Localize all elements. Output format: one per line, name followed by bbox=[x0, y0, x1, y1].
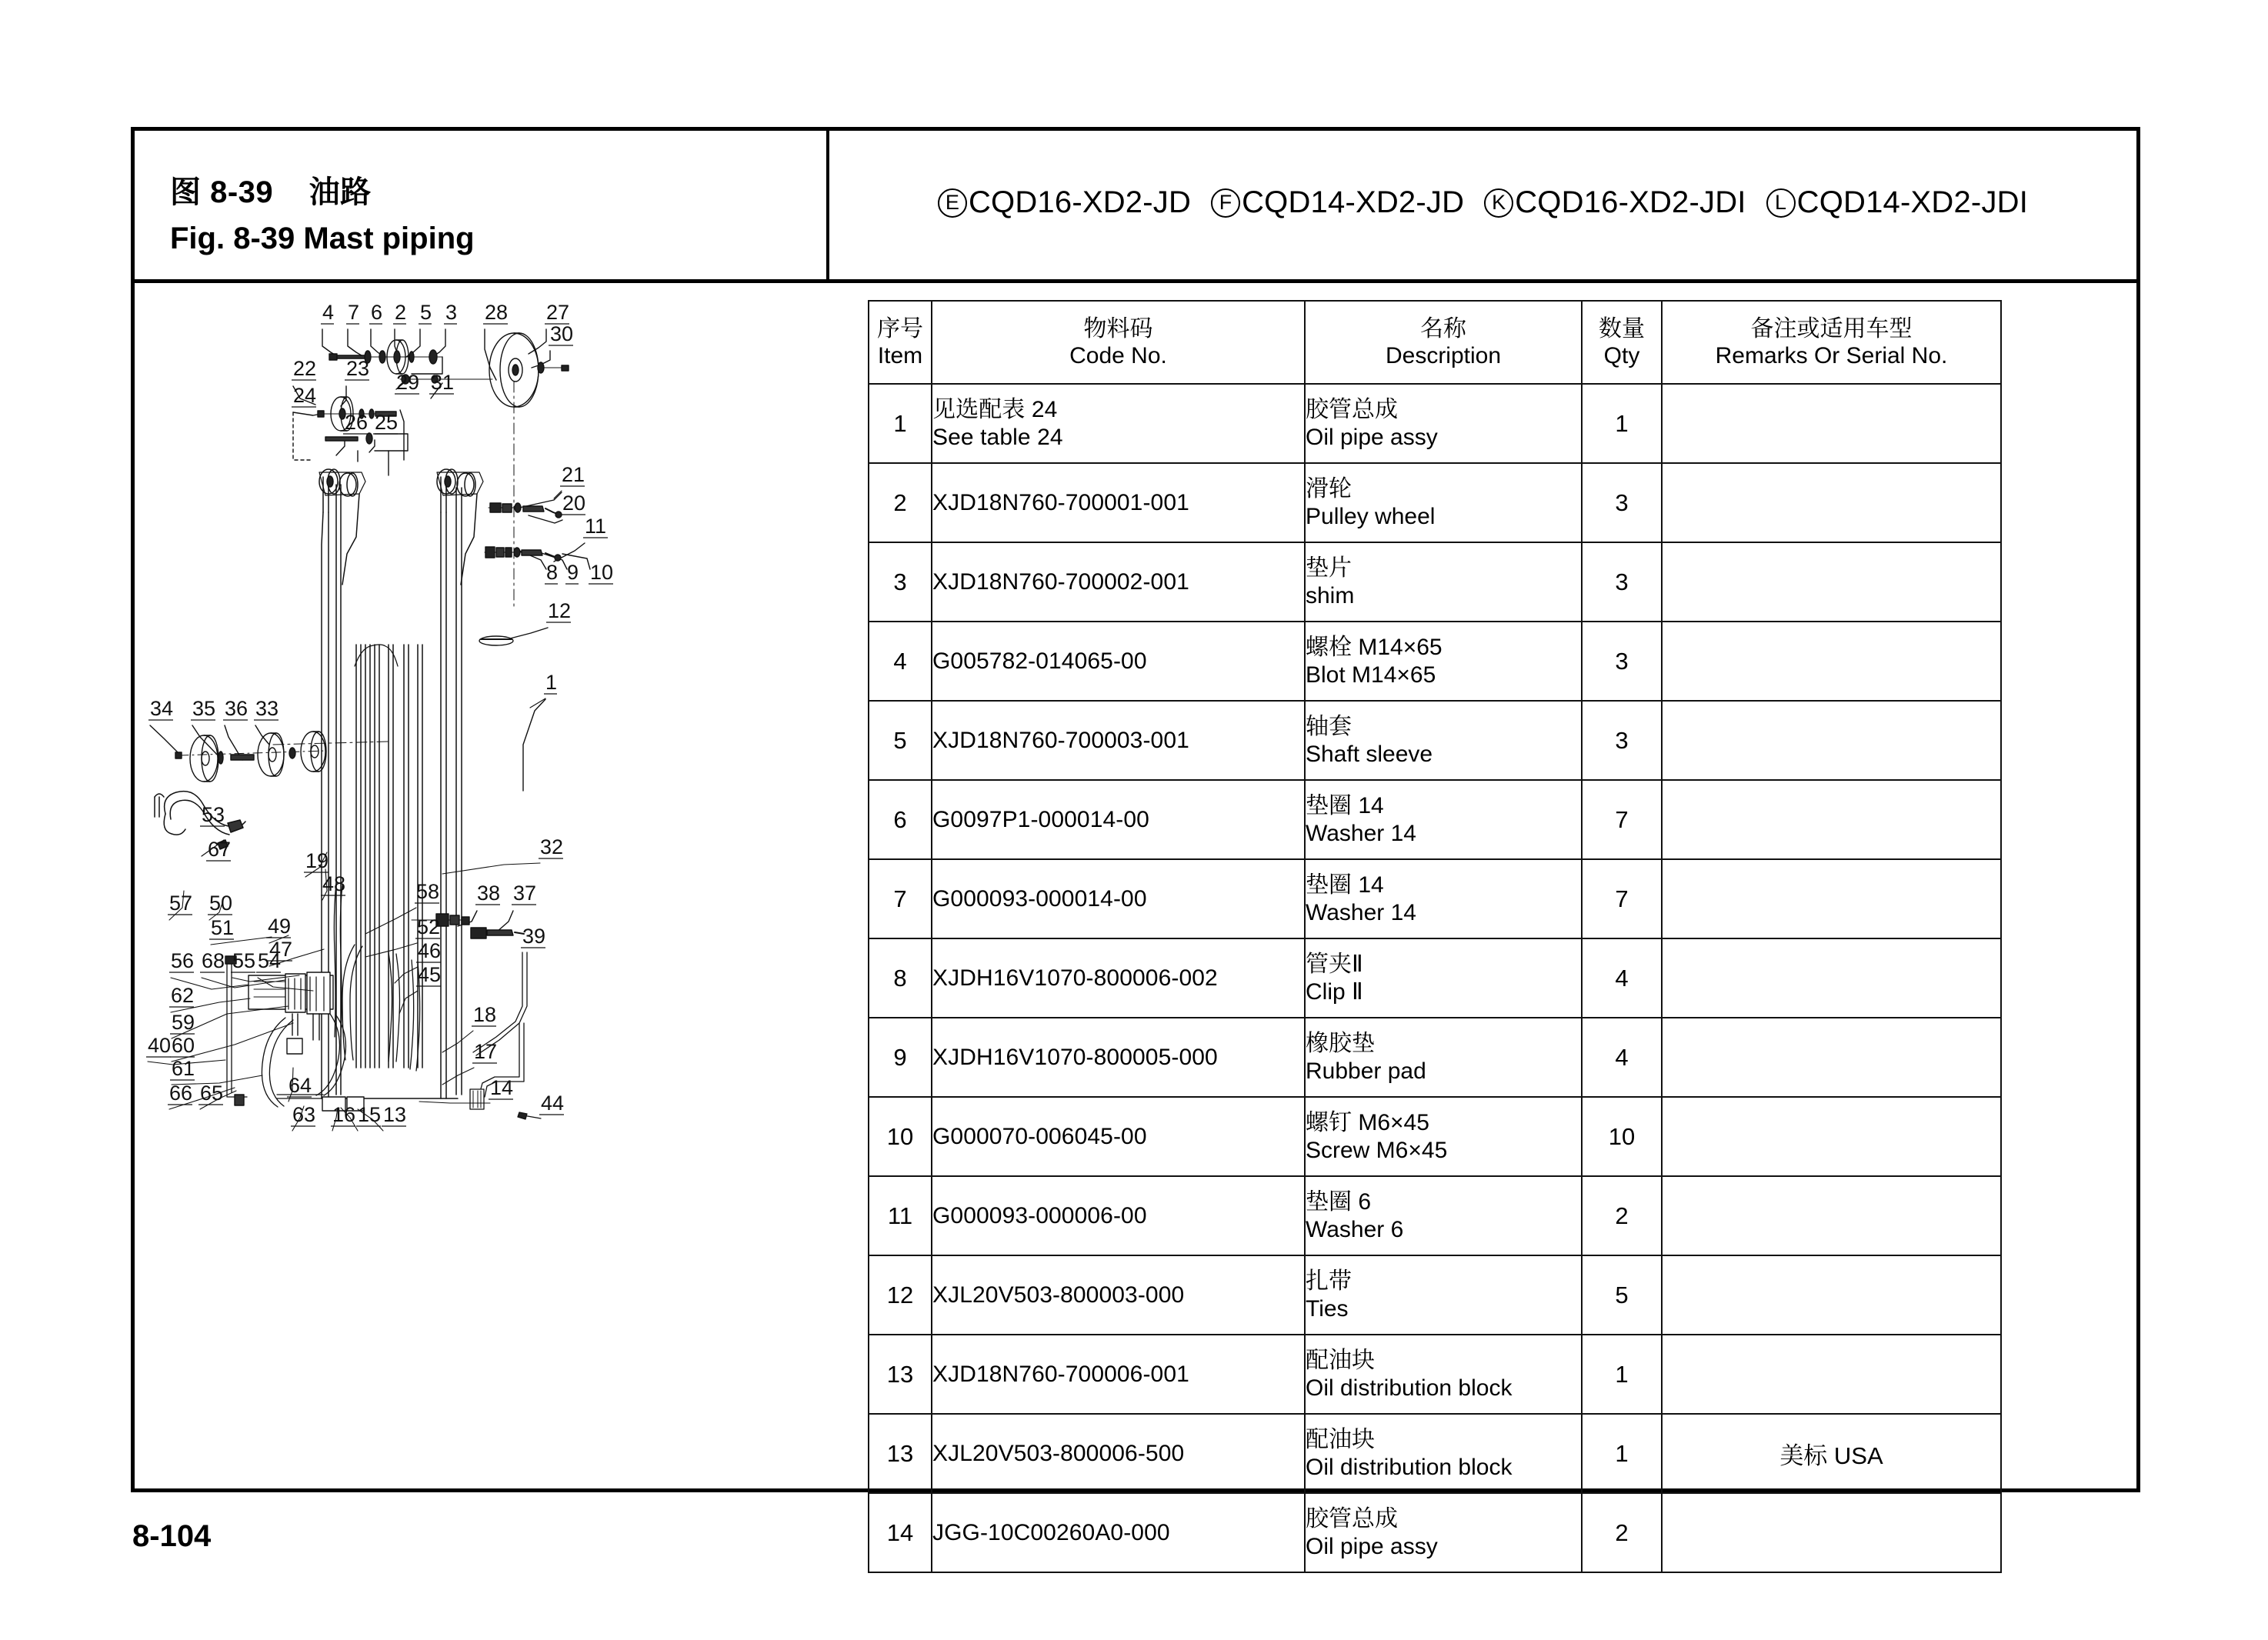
callout-number-24: 24 bbox=[293, 384, 317, 407]
figure-title-block bbox=[135, 131, 829, 279]
cell-description-cn: 配油块 bbox=[1306, 1426, 1375, 1452]
cell-description-cn: 螺栓 M14×65 bbox=[1306, 634, 1443, 660]
cell-code-no: XJD18N760-700003-001 bbox=[932, 701, 1305, 780]
callout-number-33: 33 bbox=[255, 697, 279, 720]
callout-number-21: 21 bbox=[562, 463, 585, 486]
callout-number-39: 39 bbox=[522, 925, 546, 948]
callout-number-44: 44 bbox=[541, 1092, 565, 1115]
callout-number-11: 11 bbox=[585, 515, 607, 538]
cell-qty: 7 bbox=[1582, 780, 1662, 859]
callout-number-67: 67 bbox=[208, 838, 232, 861]
cell-code-no bbox=[932, 384, 1305, 463]
callout-number-58: 58 bbox=[416, 880, 440, 903]
cell-description bbox=[1305, 1097, 1582, 1176]
cell-code-no: XJD18N760-700001-001 bbox=[932, 463, 1305, 542]
page-number: 8-104 bbox=[132, 1519, 212, 1553]
cell-description-en: Oil pipe assy bbox=[1306, 424, 1438, 450]
header-item: 序号 Item bbox=[869, 301, 932, 384]
cell-description-cn: 管夹Ⅱ bbox=[1306, 951, 1363, 977]
callout-number-36: 36 bbox=[225, 697, 248, 720]
title-band bbox=[135, 131, 2136, 283]
model-code-text: CQD14-XD2-JDI bbox=[1796, 185, 2029, 219]
cell-qty: 1 bbox=[1582, 1335, 1662, 1414]
cell-description bbox=[1305, 1493, 1582, 1572]
cell-remarks bbox=[1662, 1255, 2001, 1335]
cell-qty: 3 bbox=[1582, 463, 1662, 542]
callout-number-50: 50 bbox=[209, 892, 233, 915]
cell-description-cn: 轴套 bbox=[1306, 713, 1352, 739]
cell-qty: 10 bbox=[1582, 1097, 1662, 1176]
cell-description-cn: 胶管总成 bbox=[1306, 1505, 1398, 1532]
callout-number-59: 59 bbox=[172, 1011, 195, 1034]
cell-description-en: Blot M14×65 bbox=[1306, 662, 1436, 688]
table-row bbox=[869, 1097, 2001, 1176]
cell-description-cn: 垫圈 6 bbox=[1306, 1188, 1372, 1215]
callout-number-3: 3 bbox=[445, 301, 458, 324]
cell-remarks bbox=[1662, 542, 2001, 622]
cell-description-en: Washer 14 bbox=[1306, 820, 1416, 846]
callout-number-46: 46 bbox=[418, 939, 442, 962]
cell-code-en: See table 24 bbox=[932, 424, 1063, 450]
cell-description-en: Shaft sleeve bbox=[1306, 741, 1433, 767]
figure-title-cn: 图 8-39 油路 bbox=[170, 175, 372, 209]
cell-item: 11 bbox=[869, 1176, 932, 1255]
cell-code-no: G000093-000006-00 bbox=[932, 1176, 1305, 1255]
callout-number-4: 4 bbox=[322, 301, 335, 324]
cell-code-no: XJL20V503-800006-500 bbox=[932, 1414, 1305, 1493]
model-codes-block bbox=[829, 131, 2136, 279]
callout-number-66: 66 bbox=[169, 1082, 193, 1105]
cell-qty: 1 bbox=[1582, 1414, 1662, 1493]
callout-number-61: 61 bbox=[172, 1057, 195, 1080]
cell-description-cn: 橡胶垫 bbox=[1306, 1030, 1375, 1056]
cell-remarks: 美标 USA bbox=[1662, 1414, 2001, 1493]
model-code-text: CQD16-XD2-JDI bbox=[1515, 185, 1746, 219]
cell-description-en: Pulley wheel bbox=[1306, 503, 1436, 529]
cell-code-no: G000070-006045-00 bbox=[932, 1097, 1305, 1176]
cell-code-no: G0097P1-000014-00 bbox=[932, 780, 1305, 859]
cell-description-en: Washer 6 bbox=[1306, 1216, 1404, 1242]
callout-number-18: 18 bbox=[473, 1003, 497, 1026]
callout-number-15: 15 bbox=[358, 1103, 382, 1126]
cell-description-cn: 垫片 bbox=[1306, 555, 1352, 581]
cell-remarks bbox=[1662, 384, 2001, 463]
cell-description bbox=[1305, 701, 1582, 780]
table-row bbox=[869, 384, 2001, 463]
cell-code-no: XJD18N760-700006-001 bbox=[932, 1335, 1305, 1414]
cell-description bbox=[1305, 542, 1582, 622]
callout-number-26: 26 bbox=[345, 411, 369, 434]
callout-number-52: 52 bbox=[417, 915, 441, 938]
cell-code-no: XJDH16V1070-800006-002 bbox=[932, 938, 1305, 1018]
callout-number-35: 35 bbox=[192, 697, 216, 720]
cell-qty: 3 bbox=[1582, 701, 1662, 780]
cell-description bbox=[1305, 463, 1582, 542]
cell-code-cn: 见选配表 24 bbox=[932, 396, 1058, 422]
cell-description-cn: 扎带 bbox=[1306, 1268, 1352, 1294]
table-row bbox=[869, 463, 2001, 542]
callout-number-54: 54 bbox=[258, 949, 282, 972]
callout-number-65: 65 bbox=[200, 1082, 224, 1105]
cell-remarks bbox=[1662, 780, 2001, 859]
callout-number-40: 40 bbox=[148, 1034, 172, 1057]
cell-remarks bbox=[1662, 1493, 2001, 1572]
callout-number-13: 13 bbox=[383, 1103, 407, 1126]
cell-item: 1 bbox=[869, 384, 932, 463]
cell-remarks bbox=[1662, 1097, 2001, 1176]
cell-description-cn: 配油块 bbox=[1306, 1347, 1375, 1373]
cell-description-en: Clip Ⅱ bbox=[1306, 978, 1363, 1005]
model-code-4 bbox=[1766, 185, 2028, 220]
cell-qty: 5 bbox=[1582, 1255, 1662, 1335]
table-row bbox=[869, 938, 2001, 1018]
header-qty: 数量 Qty bbox=[1582, 301, 1662, 384]
cell-description-cn: 垫圈 14 bbox=[1306, 872, 1384, 898]
model-codes-list bbox=[938, 185, 2028, 220]
callout-number-28: 28 bbox=[485, 301, 509, 324]
model-circle-letter-icon: F bbox=[1211, 188, 1240, 218]
model-circle-letter-icon: K bbox=[1484, 188, 1513, 218]
parts-table-pane bbox=[829, 283, 2136, 1559]
cell-item: 3 bbox=[869, 542, 932, 622]
callout-number-12: 12 bbox=[548, 599, 572, 622]
callout-number-48: 48 bbox=[322, 872, 346, 895]
callout-number-19: 19 bbox=[305, 849, 329, 872]
cell-description-en: shim bbox=[1306, 582, 1355, 608]
cell-description bbox=[1305, 1176, 1582, 1255]
exploded-diagram bbox=[135, 283, 829, 1492]
cell-description-en: Oil distribution block bbox=[1306, 1454, 1513, 1480]
cell-description-en: Screw M6×45 bbox=[1306, 1137, 1448, 1163]
header-description: 名称 Description bbox=[1305, 301, 1582, 384]
callout-number-32: 32 bbox=[540, 835, 564, 858]
callout-number-5: 5 bbox=[420, 301, 432, 324]
header-code-no: 物料码 Code No. bbox=[932, 301, 1305, 384]
cell-item: 9 bbox=[869, 1018, 932, 1097]
callout-number-34: 34 bbox=[150, 697, 174, 720]
callout-number-25: 25 bbox=[375, 411, 399, 434]
cell-remarks bbox=[1662, 859, 2001, 938]
callout-number-63: 63 bbox=[292, 1103, 316, 1126]
callout-number-6: 6 bbox=[371, 301, 383, 324]
callout-number-14: 14 bbox=[490, 1076, 514, 1099]
cell-qty: 2 bbox=[1582, 1493, 1662, 1572]
table-row bbox=[869, 1018, 2001, 1097]
table-row bbox=[869, 780, 2001, 859]
figure-title-en: Fig. 8-39 Mast piping bbox=[170, 221, 475, 255]
callout-number-22: 22 bbox=[293, 357, 317, 380]
cell-code-no: XJD18N760-700002-001 bbox=[932, 542, 1305, 622]
callout-number-49: 49 bbox=[268, 915, 292, 938]
callout-number-62: 62 bbox=[171, 984, 195, 1007]
cell-description-en: Rubber pad bbox=[1306, 1058, 1426, 1084]
model-code-2 bbox=[1211, 185, 1464, 220]
cell-description-en: Washer 14 bbox=[1306, 899, 1416, 925]
cell-item: 8 bbox=[869, 938, 932, 1018]
cell-description bbox=[1305, 938, 1582, 1018]
callout-number-38: 38 bbox=[477, 882, 501, 905]
cell-item: 12 bbox=[869, 1255, 932, 1335]
parts-table bbox=[868, 300, 2002, 1573]
cell-description-cn: 滑轮 bbox=[1306, 475, 1352, 502]
table-row bbox=[869, 622, 2001, 701]
callout-number-47: 47 bbox=[269, 938, 293, 961]
cell-qty: 3 bbox=[1582, 542, 1662, 622]
cell-remarks bbox=[1662, 463, 2001, 542]
cell-remarks bbox=[1662, 701, 2001, 780]
callout-number-16: 16 bbox=[332, 1103, 356, 1126]
callout-number-37: 37 bbox=[513, 882, 537, 905]
model-code-text: CQD14-XD2-JD bbox=[1242, 185, 1465, 219]
cell-item: 14 bbox=[869, 1493, 932, 1572]
cell-description-en: Ties bbox=[1306, 1295, 1349, 1322]
header-remarks: 备注或适用车型 Remarks Or Serial No. bbox=[1662, 301, 2001, 384]
cell-code-no: JGG-10C00260A0-000 bbox=[932, 1493, 1305, 1572]
table-row bbox=[869, 1335, 2001, 1414]
callout-number-56: 56 bbox=[171, 949, 195, 972]
table-row bbox=[869, 1255, 2001, 1335]
cell-code-no: G000093-000014-00 bbox=[932, 859, 1305, 938]
cell-code-no: XJDH16V1070-800005-000 bbox=[932, 1018, 1305, 1097]
callout-number-1: 1 bbox=[545, 671, 558, 694]
callout-number-30: 30 bbox=[550, 322, 574, 345]
callout-number-10: 10 bbox=[590, 561, 614, 584]
table-header-row bbox=[869, 301, 2001, 384]
cell-description-cn: 螺钉 M6×45 bbox=[1306, 1109, 1429, 1135]
cell-description bbox=[1305, 384, 1582, 463]
callout-number-64: 64 bbox=[289, 1074, 312, 1097]
cell-code-no: XJL20V503-800003-000 bbox=[932, 1255, 1305, 1335]
cell-description bbox=[1305, 1414, 1582, 1493]
table-row bbox=[869, 542, 2001, 622]
callout-number-2: 2 bbox=[395, 301, 407, 324]
table-row bbox=[869, 1493, 2001, 1572]
callout-number-57: 57 bbox=[169, 892, 193, 915]
callout-number-31: 31 bbox=[431, 371, 455, 394]
cell-item: 4 bbox=[869, 622, 932, 701]
callout-number-7: 7 bbox=[348, 301, 360, 324]
cell-qty: 1 bbox=[1582, 384, 1662, 463]
model-circle-letter-icon: L bbox=[1766, 188, 1796, 218]
callout-number-45: 45 bbox=[418, 963, 442, 986]
table-row bbox=[869, 1176, 2001, 1255]
cell-item: 13 bbox=[869, 1414, 932, 1493]
cell-item: 10 bbox=[869, 1097, 932, 1176]
callout-number-27: 27 bbox=[546, 301, 570, 324]
cell-description bbox=[1305, 780, 1582, 859]
cell-item: 2 bbox=[869, 463, 932, 542]
model-code-3 bbox=[1484, 185, 1746, 220]
cell-description bbox=[1305, 1335, 1582, 1414]
cell-item: 5 bbox=[869, 701, 932, 780]
callout-number-17: 17 bbox=[474, 1040, 498, 1063]
cell-item: 7 bbox=[869, 859, 932, 938]
callout-number-53: 53 bbox=[202, 803, 225, 826]
cell-description-en: Oil distribution block bbox=[1306, 1375, 1513, 1401]
cell-description bbox=[1305, 859, 1582, 938]
callout-number-8: 8 bbox=[546, 561, 559, 584]
cell-description bbox=[1305, 1018, 1582, 1097]
cell-description-cn: 胶管总成 bbox=[1306, 396, 1398, 422]
cell-remarks bbox=[1662, 622, 2001, 701]
model-circle-letter-icon: E bbox=[938, 188, 967, 218]
cell-description bbox=[1305, 1255, 1582, 1335]
cell-qty: 2 bbox=[1582, 1176, 1662, 1255]
cell-item: 13 bbox=[869, 1335, 932, 1414]
cell-qty: 4 bbox=[1582, 1018, 1662, 1097]
model-code-1 bbox=[938, 185, 1191, 220]
cell-remarks bbox=[1662, 938, 2001, 1018]
cell-remarks bbox=[1662, 1176, 2001, 1255]
cell-description-cn: 垫圈 14 bbox=[1306, 792, 1384, 818]
cell-description-en: Oil pipe assy bbox=[1306, 1533, 1438, 1559]
callout-number-60: 60 bbox=[172, 1034, 195, 1057]
callout-number-55: 55 bbox=[232, 949, 256, 972]
callout-number-23: 23 bbox=[346, 357, 370, 380]
cell-code-no: G005782-014065-00 bbox=[932, 622, 1305, 701]
cell-description bbox=[1305, 622, 1582, 701]
cell-remarks bbox=[1662, 1018, 2001, 1097]
callout-number-20: 20 bbox=[562, 492, 586, 515]
table-row bbox=[869, 859, 2001, 938]
callout-number-51: 51 bbox=[211, 916, 235, 939]
callout-number-68: 68 bbox=[202, 949, 225, 972]
cell-item: 6 bbox=[869, 780, 932, 859]
callout-number-9: 9 bbox=[567, 561, 579, 584]
table-row bbox=[869, 1414, 2001, 1493]
mast-piping-drawing bbox=[135, 283, 829, 1145]
table-row bbox=[869, 701, 2001, 780]
cell-qty: 4 bbox=[1582, 938, 1662, 1018]
cell-qty: 7 bbox=[1582, 859, 1662, 938]
cell-remarks bbox=[1662, 1335, 2001, 1414]
cell-qty: 3 bbox=[1582, 622, 1662, 701]
model-code-text: CQD16-XD2-JD bbox=[968, 185, 1192, 219]
callout-number-29: 29 bbox=[396, 371, 420, 394]
